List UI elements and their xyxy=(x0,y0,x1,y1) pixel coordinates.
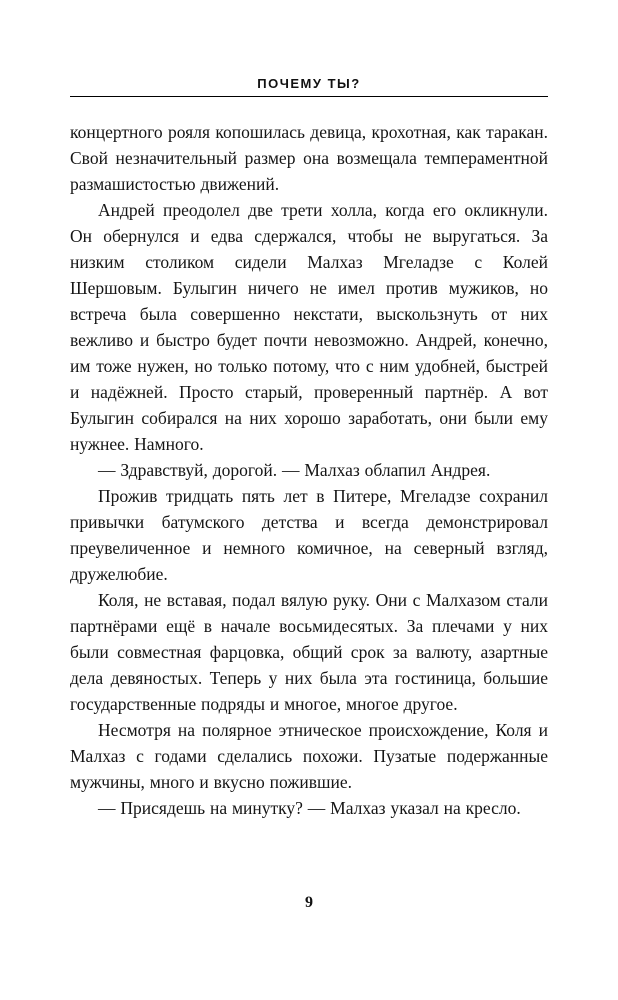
header-rule xyxy=(70,96,548,97)
paragraph: Прожив тридцать пять лет в Питере, Мгеладзе сохранил привычки батумского детства и всегда демонстрировал преувеличенное и немного комичное, на северный взгляд, дружелюбие. xyxy=(70,486,548,584)
running-head-title: ПОЧЕМУ ТЫ? xyxy=(257,76,361,91)
paragraph: концертного рояля копошилась девица, крохотная, как таракан. Свой незначительный размер она возмещала темпераментной размашистостью движений. xyxy=(70,122,548,194)
paragraph: Несмотря на полярное этническое происхождение, Коля и Малхаз с годами сделались похожи. Пузатые подержанные мужчины, много и вкусно пожившие. xyxy=(70,720,548,792)
page-text xyxy=(70,119,548,821)
paragraph: — Присядешь на минутку? — Малхаз указал на кресло. xyxy=(98,798,521,818)
paragraph: — Здравствуй, дорогой. — Малхаз облапил Андрея. xyxy=(98,460,491,480)
page-number: 9 xyxy=(305,894,313,911)
paragraph: Андрей преодолел две трети холла, когда его окликнули. Он обернулся и едва сдержался, чтобы не выругаться. За низким столиком сидели Малхаз Мгеладзе с Колей Шершовым. Булыгин ничего не имел против мужиков, но встреча была совершенно некстати, выскользнуть от них вежливо и быстро будет почти невозможно. Андрей, конечно, им тоже нужен, но только потому, что с ним удобней, быстрей и надёжней. Просто старый, проверенный партнёр. А вот Булыгин собирался на них хорошо заработать, они были ему нужнее. Намного. xyxy=(70,200,548,454)
paragraph: Коля, не вставая, подал вялую руку. Они с Малхазом стали партнёрами ещё в начале восьмидесятых. За плечами у них были совместная фарцовка, общий срок за валюту, азартные дела девяностых. Теперь у них была эта гостиница, большие государственные подряды и многое, многое другое. xyxy=(70,590,548,714)
